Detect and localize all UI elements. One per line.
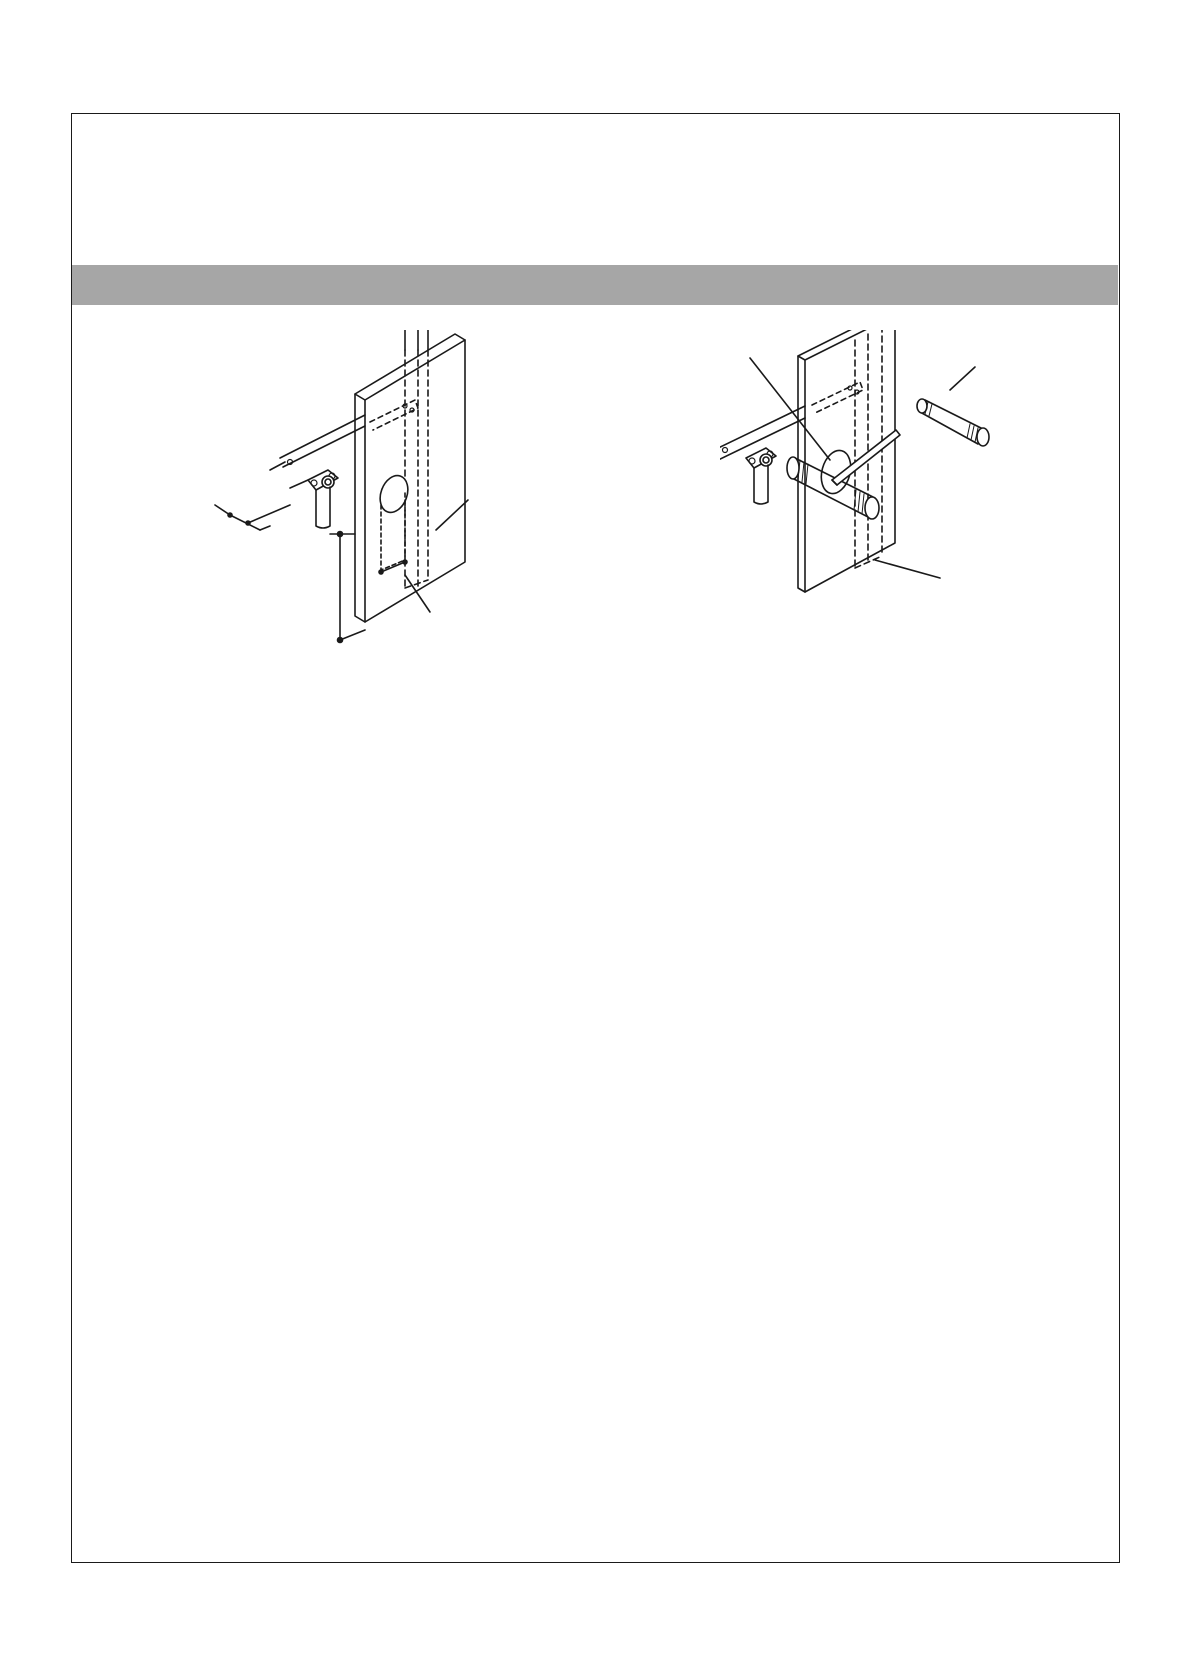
section-bar bbox=[72, 265, 1118, 305]
figure-right-nipple-install bbox=[720, 330, 1040, 620]
body-text-area bbox=[72, 680, 1118, 1560]
figure-left-wall-cutout bbox=[190, 330, 510, 660]
header-area bbox=[72, 114, 1118, 264]
